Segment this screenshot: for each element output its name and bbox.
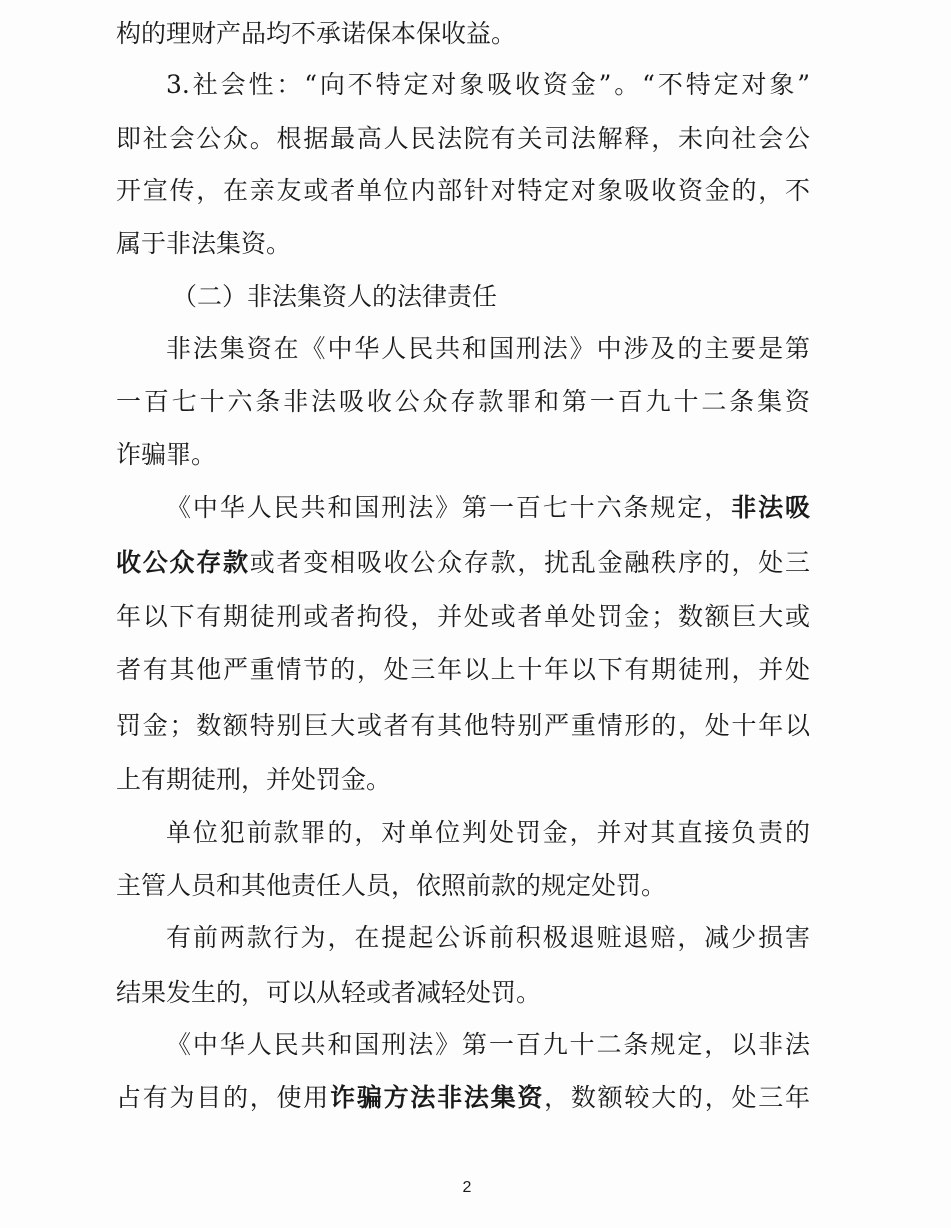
text-line: 占有为目的，使用诈骗方法非法集资，数额较大的，处三年 bbox=[116, 1083, 810, 1112]
text-line: 上有期徒刑，并处罚金。 bbox=[116, 765, 392, 794]
emphasis-text: 收公众存款 bbox=[116, 548, 250, 577]
text-line: 非法集资在《中华人民共和国刑法》中涉及的主要是第 bbox=[166, 334, 810, 363]
text-line: 一百七十六条非法吸收公众存款罪和第一百九十二条集资 bbox=[116, 387, 810, 416]
emphasis-text: 非法吸 bbox=[731, 493, 810, 522]
text-line: 罚金；数额特别巨大或者有其他特别严重情形的，处十年以 bbox=[116, 711, 810, 740]
text-line: 有前两款行为，在提起公诉前积极退赃退赔，减少损害 bbox=[166, 923, 810, 952]
text-line: 《中华人民共和国刑法》第一百七十六条规定，非法吸 bbox=[166, 493, 810, 522]
text-line: 即社会公众。根据最高人民法院有关司法解释，未向社会公 bbox=[116, 124, 810, 153]
text-line: 年以下有期徒刑或者拘役，并处或者单处罚金；数额巨大或 bbox=[116, 602, 810, 631]
text-line: 属于非法集资。 bbox=[116, 229, 292, 258]
section-heading: （二）非法集资人的法律责任 bbox=[172, 282, 498, 311]
text-line: 收公众存款或者变相吸收公众存款，扰乱金融秩序的，处三 bbox=[116, 548, 810, 577]
text-line: 者有其他严重情节的，处三年以上十年以下有期徒刑，并处 bbox=[116, 655, 810, 684]
text-line: 单位犯前款罪的，对单位判处罚金，并对其直接负责的 bbox=[166, 818, 810, 847]
text-line: 结果发生的，可以从轻或者减轻处罚。 bbox=[116, 978, 542, 1007]
text-line: 《中华人民共和国刑法》第一百九十二条规定，以非法 bbox=[166, 1030, 810, 1059]
emphasis-text: 诈骗方法非法集资 bbox=[330, 1083, 545, 1112]
text-line: 构的理财产品均不承诺保本保收益。 bbox=[116, 19, 517, 48]
page-number: 2 bbox=[462, 1179, 472, 1196]
text-line: 诈骗罪。 bbox=[116, 440, 217, 469]
text-line: 3.社会性：“向不特定对象吸收资金”。“不特定对象” bbox=[166, 70, 810, 99]
text-line: 主管人员和其他责任人员，依照前款的规定处罚。 bbox=[116, 871, 667, 900]
text-line: 开宣传，在亲友或者单位内部针对特定对象吸收资金的，不 bbox=[116, 176, 810, 205]
